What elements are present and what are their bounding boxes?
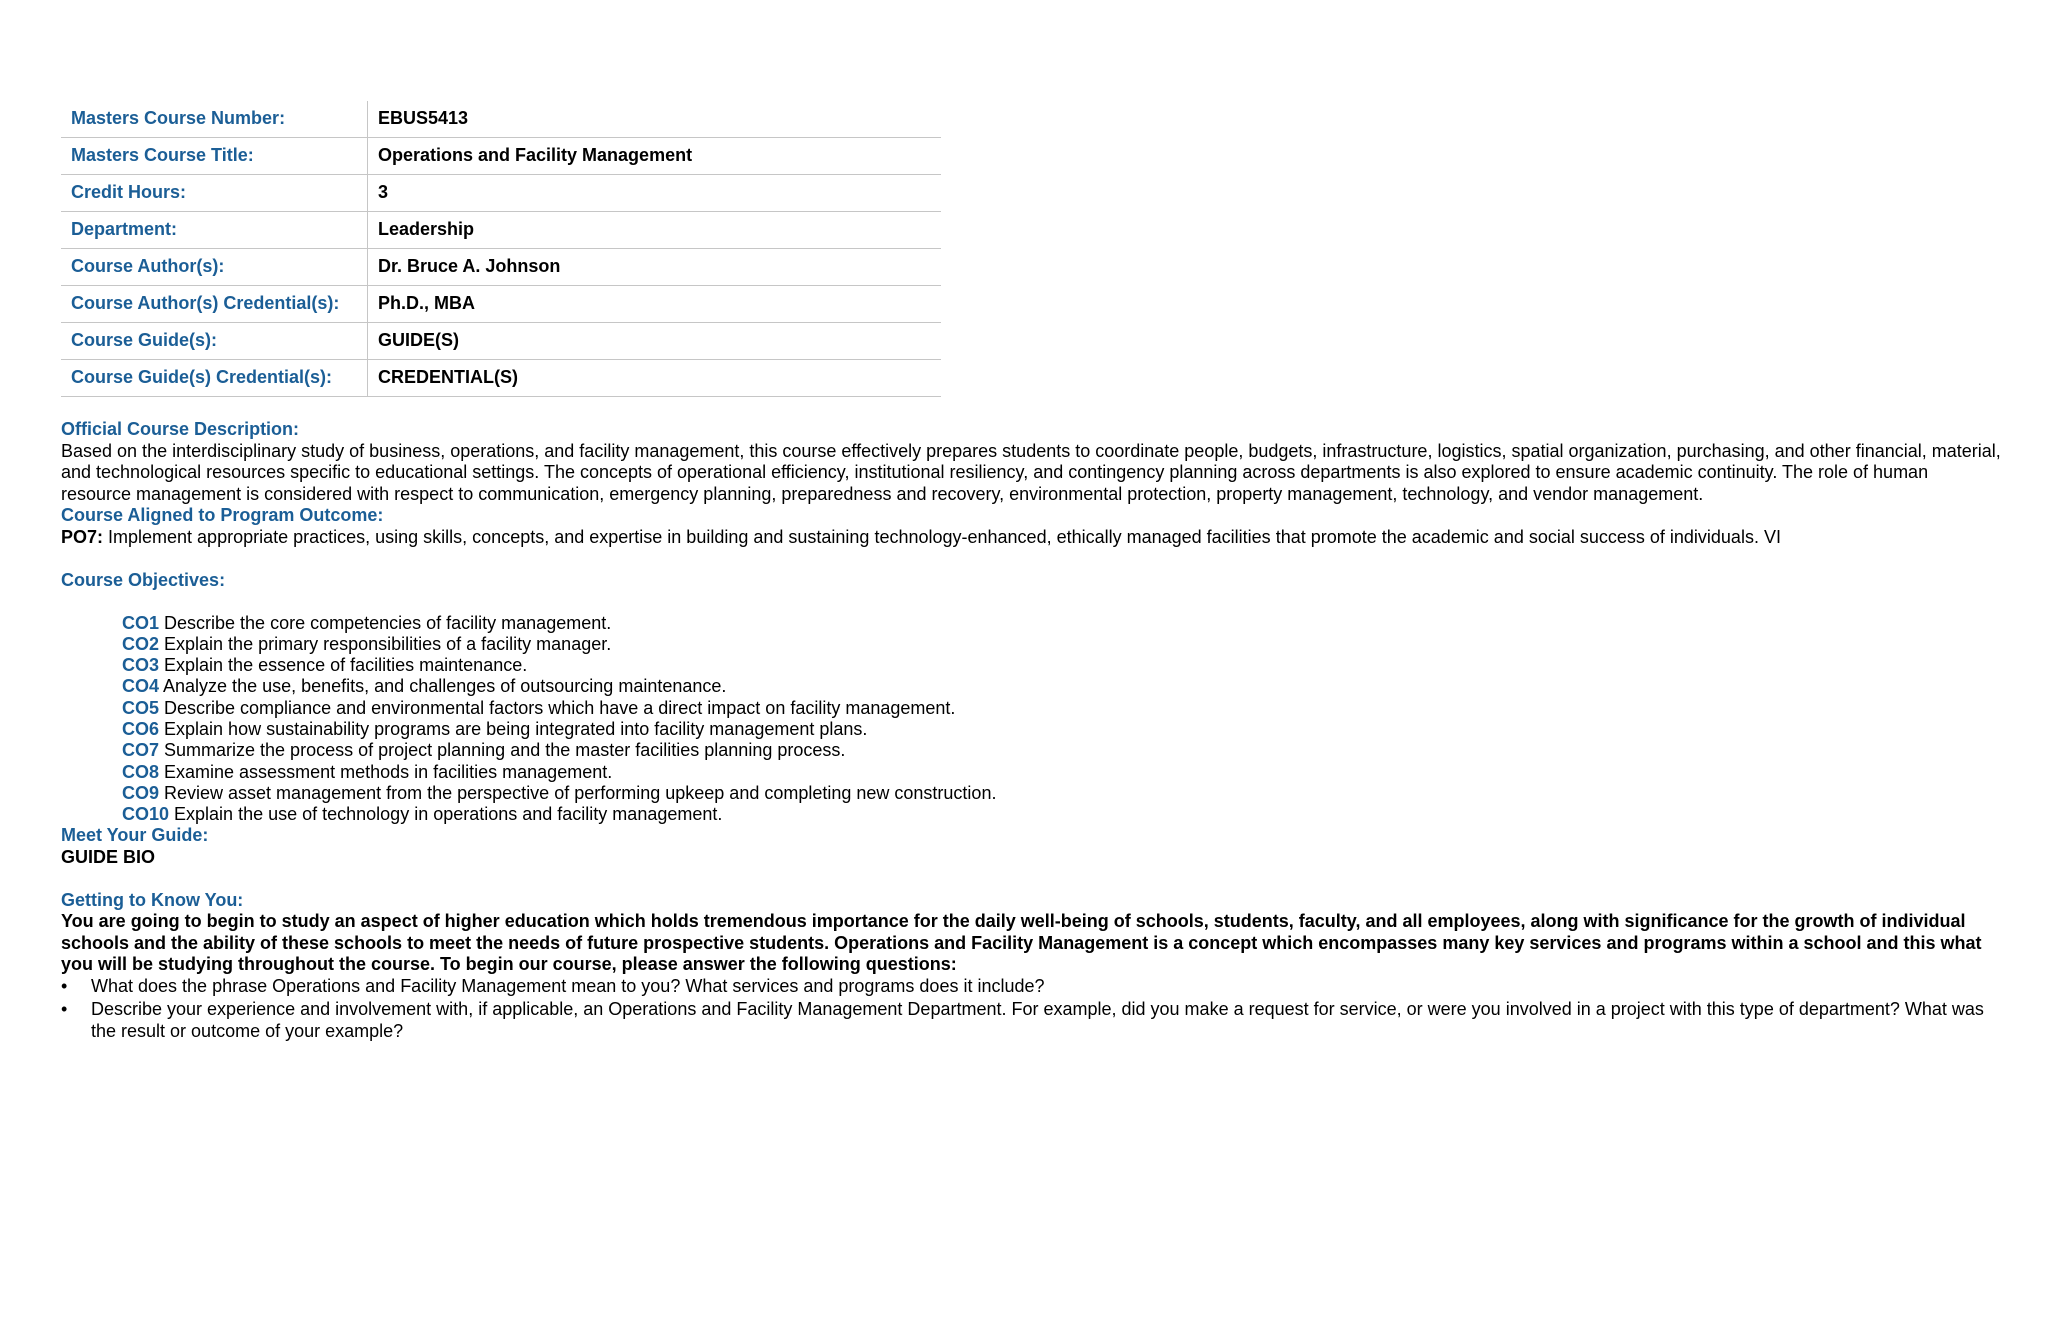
objective-text: Explain how sustainability programs are being integrated into facility management plans. (159, 718, 868, 739)
objective-text: Review asset management from the perspective of performing upkeep and completing new construction. (159, 782, 997, 803)
guide-heading: Meet Your Guide: (61, 825, 209, 846)
objective-code: CO5 (122, 697, 160, 718)
objective-code: CO6 (122, 718, 160, 739)
objective-item (122, 804, 2001, 825)
course-info-label: Masters Course Title: (61, 138, 368, 175)
course-info-label: Credit Hours: (61, 175, 368, 212)
course-info-row (61, 323, 941, 360)
getting-to-know-intro: You are going to begin to study an aspect of higher education which holds tremendous importance for the daily well-being of schools, students, faculty, and all employees, along with significance for the growth of individual schools and the ability of these schools to meet the needs of future prospective students. Operations and Facility Management is a concept which encompasses many key services and programs within a school and this what you will be studying throughout the course. To begin our course, please answer the following questions: (61, 911, 1982, 975)
course-info-value: GUIDE(S) (368, 323, 942, 360)
question-text: Describe your experience and involvement with, if applicable, an Operations and Facility Management Department. For example, did you make a request for service, or were you involved in a project with this type of department? What was the result or outcome of your example? (91, 999, 1984, 1041)
course-info-table (61, 101, 941, 397)
syllabus-page (61, 101, 2001, 1044)
course-info-value: EBUS5413 (368, 101, 942, 138)
objective-item (122, 634, 2001, 655)
objectives-list (61, 613, 2001, 826)
objective-item (122, 676, 2001, 697)
course-info-row (61, 286, 941, 323)
question-item (61, 999, 2001, 1042)
question-text: What does the phrase Operations and Facility Management mean to you? What services and programs does it include? (91, 975, 1045, 996)
course-info-value: Ph.D., MBA (368, 286, 942, 323)
objective-code: CO2 (122, 633, 160, 654)
course-info-label: Course Author(s): (61, 249, 368, 286)
objective-text: Describe the core competencies of facility management. (159, 612, 612, 633)
objectives-heading: Course Objectives: (61, 569, 226, 590)
objective-item (122, 719, 2001, 740)
objective-text: Explain the primary responsibilities of a facility manager. (159, 633, 612, 654)
objective-code: CO4 (122, 676, 160, 697)
program-outcome-heading: Course Aligned to Program Outcome: (61, 505, 384, 525)
objective-text: Describe compliance and environmental factors which have a direct impact on facility management. (159, 697, 956, 718)
questions-list (61, 976, 2001, 1043)
course-info-row (61, 360, 941, 397)
course-info-value: Operations and Facility Management (368, 138, 942, 175)
objective-code: CO3 (122, 655, 160, 676)
objective-code: CO10 (122, 804, 170, 825)
course-info-row (61, 249, 941, 286)
course-info-label: Course Guide(s) Credential(s): (61, 360, 368, 397)
course-info-row (61, 175, 941, 212)
program-outcome-code: PO7: (61, 526, 104, 547)
objective-code: CO8 (122, 761, 160, 782)
course-info-label: Masters Course Number: (61, 101, 368, 138)
objective-text: Analyze the use, benefits, and challenges of outsourcing maintenance. (159, 676, 727, 697)
objective-text: Summarize the process of project planning and the master facilities planning process. (159, 740, 846, 761)
course-info-row (61, 212, 941, 249)
course-info-label: Department: (61, 212, 368, 249)
program-outcome-text: Implement appropriate practices, using skills, concepts, and expertise in building and sustaining technology-enhanced, ethically managed facilities that promote the academic and social success of individuals. VI (103, 526, 1781, 547)
spacer (61, 868, 2001, 890)
objective-code: CO1 (122, 612, 160, 633)
course-info-row (61, 138, 941, 175)
course-info-value: CREDENTIAL(S) (368, 360, 942, 397)
course-info-value: Dr. Bruce A. Johnson (368, 249, 942, 286)
question-item (61, 976, 2001, 998)
course-info-value: Leadership (368, 212, 942, 249)
objective-item (122, 762, 2001, 783)
objective-text: Explain the use of technology in operations and facility management. (169, 804, 723, 825)
program-outcome (61, 527, 2001, 549)
course-info-row (61, 101, 941, 138)
bullet-icon: • (61, 975, 68, 996)
objective-text: Explain the essence of facilities maintenance. (159, 655, 528, 676)
objective-text: Examine assessment methods in facilities management. (159, 761, 613, 782)
spacer (61, 591, 2001, 613)
bullet-icon: • (61, 999, 68, 1020)
objective-item (122, 613, 2001, 634)
objective-code: CO7 (122, 740, 160, 761)
course-info-value: 3 (368, 175, 942, 212)
objective-item (122, 655, 2001, 676)
objective-code: CO9 (122, 782, 160, 803)
getting-to-know-heading: Getting to Know You: (61, 889, 244, 910)
objective-item (122, 740, 2001, 761)
objective-item (122, 698, 2001, 719)
objective-item (122, 783, 2001, 804)
course-info-label: Course Author(s) Credential(s): (61, 286, 368, 323)
description-text: Based on the interdisciplinary study of business, operations, and facility management, this course effectively prepares students to coordinate people, budgets, infrastructure, logistics, spatial organization, purchasing, and other financial, material, and technological resources specific to educational settings. The concepts of operational efficiency, institutional resiliency, and contingency planning across departments is also explored to ensure academic continuity. The role of human resource management is considered with respect to communication, emergency planning, preparedness and recovery, environmental protection, property management, technology, and vendor management. (61, 440, 2001, 504)
description-heading: Official Course Description: (61, 419, 300, 439)
spacer (61, 548, 2001, 570)
course-info-label: Course Guide(s): (61, 323, 368, 360)
guide-bio: GUIDE BIO (61, 846, 156, 867)
